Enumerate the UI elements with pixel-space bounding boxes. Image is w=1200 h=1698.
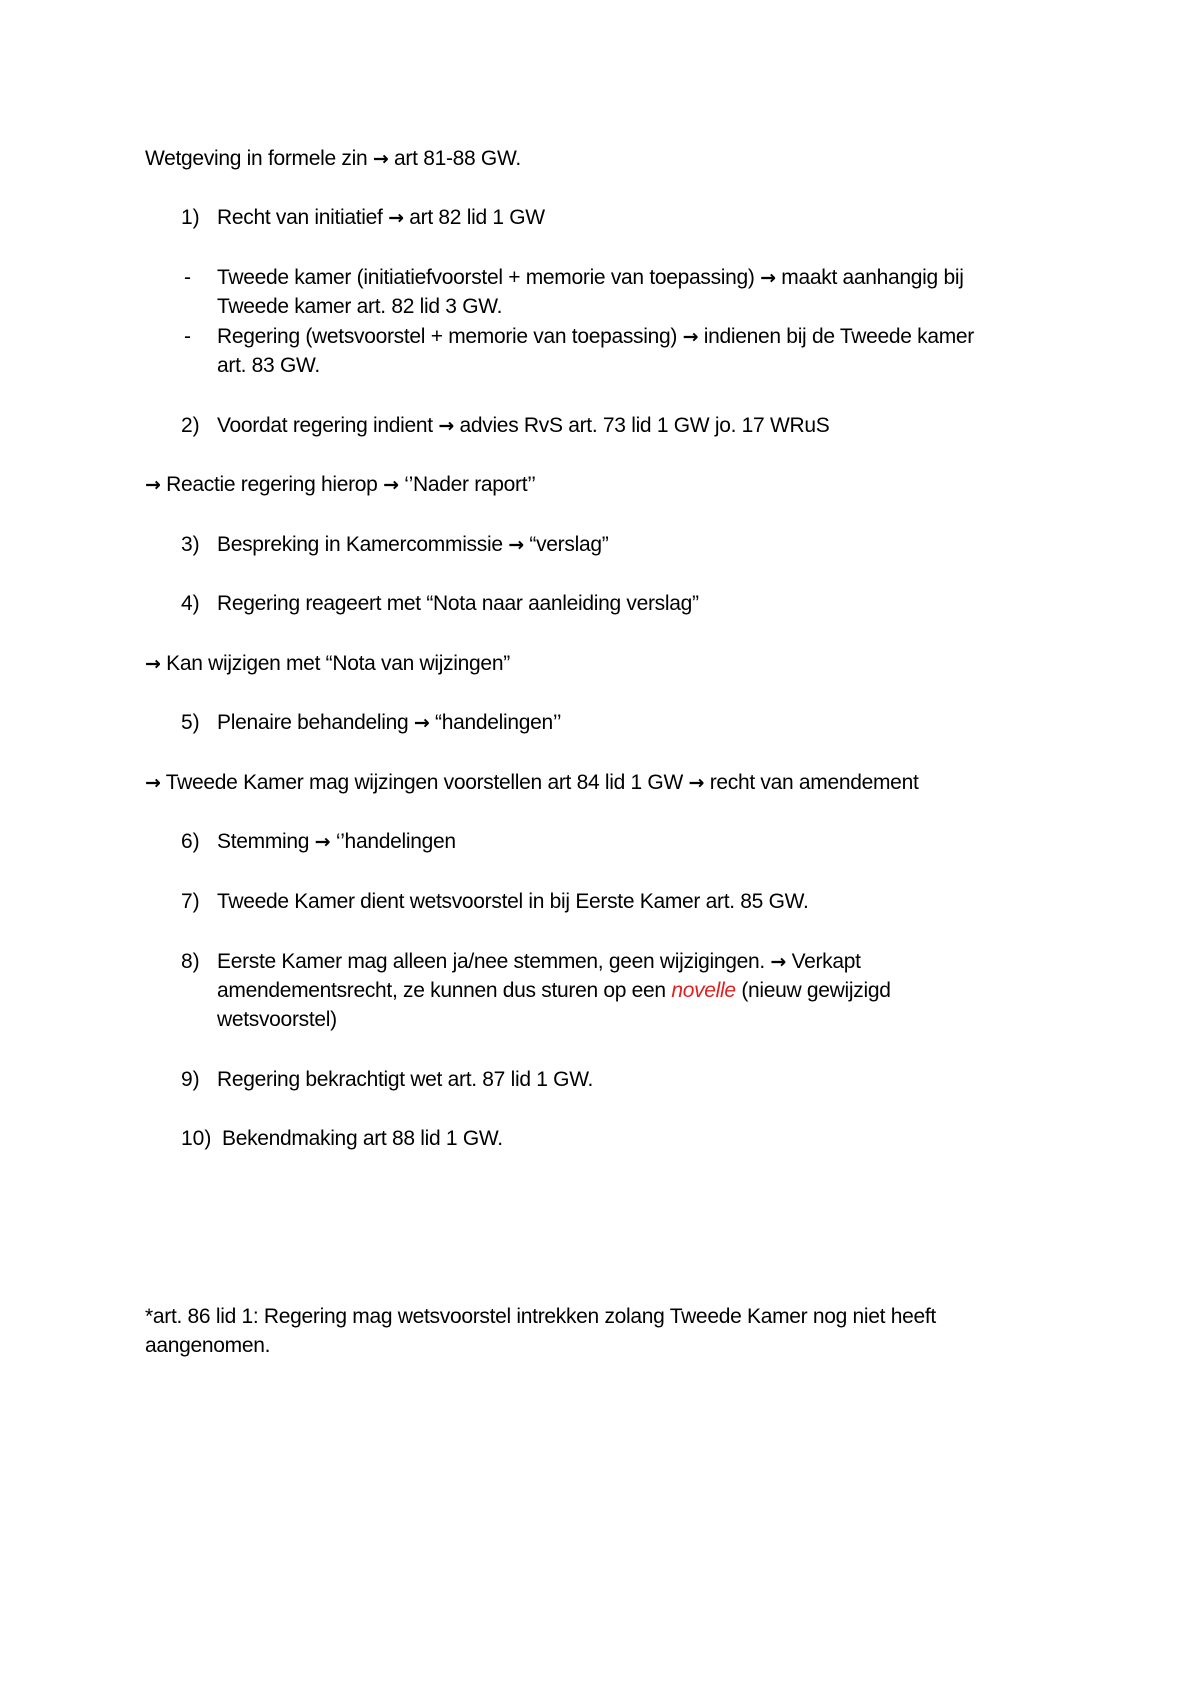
step-1-text xyxy=(217,203,545,233)
step-3-label: Bespreking in Kamercommissie xyxy=(217,533,509,556)
footnote-line-2: aangenomen. xyxy=(145,1334,271,1357)
arrow-right-icon: → xyxy=(145,653,161,675)
arrow-right-icon: → xyxy=(508,534,524,556)
step-7-number: 7) xyxy=(181,890,200,913)
step-2-text xyxy=(217,411,829,441)
arrow-right-icon: → xyxy=(145,474,161,496)
arrow-right-icon: → xyxy=(145,772,161,794)
step-8-line-1 xyxy=(217,947,861,977)
sub-b-line-1 xyxy=(217,322,974,352)
note-2-text: Kan wijzigen met “Nota van wijzingen” xyxy=(160,652,510,675)
arrow-right-icon: → xyxy=(438,415,454,437)
title-line xyxy=(145,144,521,174)
sub-a-line-2: Tweede kamer art. 82 lid 3 GW. xyxy=(217,295,503,318)
step-8-result: Verkapt xyxy=(786,950,861,973)
step-5-result: “handelingen’’ xyxy=(429,711,562,734)
step-1-label: Recht van initiatief xyxy=(217,206,389,229)
arrow-right-icon: → xyxy=(383,474,399,496)
step-2-label: Voordat regering indient xyxy=(217,414,439,437)
step-8-line-2-text: amendementsrecht, ze kunnen dus sturen op een xyxy=(217,979,672,1002)
sub-a-result: maakt aanhangig bij xyxy=(775,266,964,289)
step-1-reference: art 82 lid 1 GW xyxy=(403,206,545,229)
step-7-text: Tweede Kamer dient wetsvoorstel in bij Eerste Kamer art. 85 GW. xyxy=(217,890,809,913)
arrow-right-icon: → xyxy=(413,712,430,734)
arrow-right-icon: → xyxy=(314,831,331,853)
step-5-number: 5) xyxy=(181,711,200,734)
title-reference: art 81-88 GW. xyxy=(388,147,521,170)
arrow-right-icon: → xyxy=(682,326,699,348)
step-6-result: ‘’handelingen xyxy=(330,830,456,853)
step-9-text: Regering bekrachtigt wet art. 87 lid 1 GW. xyxy=(217,1068,594,1091)
arrow-right-icon: → xyxy=(388,207,404,229)
step-8-text: Eerste Kamer mag alleen ja/nee stemmen, geen wijzigingen. xyxy=(217,950,771,973)
step-8-number: 8) xyxy=(181,950,200,973)
sub-a-bullet: - xyxy=(184,266,191,289)
step-4-text: Regering reageert met “Nota naar aanleiding verslag” xyxy=(217,592,699,615)
step-3-number: 3) xyxy=(181,533,200,556)
sub-b-line-2: art. 83 GW. xyxy=(217,354,320,377)
step-6-text xyxy=(217,827,456,857)
sub-a-line-1 xyxy=(217,263,964,293)
step-8-line-2 xyxy=(217,976,891,1005)
step-10-text: Bekendmaking art 88 lid 1 GW. xyxy=(222,1127,503,1150)
step-6-label: Stemming xyxy=(217,830,315,853)
arrow-right-icon: → xyxy=(770,951,787,973)
step-2-reference: advies RvS art. 73 lid 1 GW jo. 17 WRuS xyxy=(453,414,830,437)
step-5-text xyxy=(217,708,561,738)
arrow-right-icon: → xyxy=(372,148,389,170)
footnote-line-1: *art. 86 lid 1: Regering mag wetsvoorstel intrekken zolang Tweede Kamer nog niet heeft xyxy=(145,1305,936,1328)
step-1-number: 1) xyxy=(181,206,200,229)
step-3-text xyxy=(217,530,608,560)
note-1-text: Reactie regering hierop xyxy=(160,473,384,496)
step-8-line-3: wetsvoorstel) xyxy=(217,1008,337,1031)
step-8-line-2-rest: (nieuw gewijzigd xyxy=(735,979,891,1002)
step-5-label: Plenaire behandeling xyxy=(217,711,414,734)
sub-b-text: Regering (wetsvoorstel + memorie van toepassing) xyxy=(217,325,683,348)
sub-b-result: indienen bij de Tweede kamer xyxy=(698,325,974,348)
step-9-number: 9) xyxy=(181,1068,200,1091)
sub-a-text: Tweede kamer (initiatiefvoorstel + memorie van toepassing) xyxy=(217,266,761,289)
note-1-line xyxy=(145,470,536,500)
title-text: Wetgeving in formele zin xyxy=(145,147,373,170)
note-3-line xyxy=(145,768,918,798)
arrow-right-icon: → xyxy=(688,772,705,794)
sub-b-bullet: - xyxy=(184,325,191,348)
note-1-result: ‘’Nader raport’’ xyxy=(398,473,536,496)
arrow-right-icon: → xyxy=(760,267,776,289)
step-10-number: 10) xyxy=(181,1127,212,1150)
note-3-result: recht van amendement xyxy=(704,771,919,794)
note-2-line xyxy=(145,649,510,679)
note-3-text: Tweede Kamer mag wijzingen voorstellen art 84 lid 1 GW xyxy=(160,771,689,794)
novelle-highlight: novelle xyxy=(671,979,736,1002)
step-3-result: “verslag” xyxy=(523,533,609,556)
step-6-number: 6) xyxy=(181,830,200,853)
step-2-number: 2) xyxy=(181,414,200,437)
step-4-number: 4) xyxy=(181,592,200,615)
